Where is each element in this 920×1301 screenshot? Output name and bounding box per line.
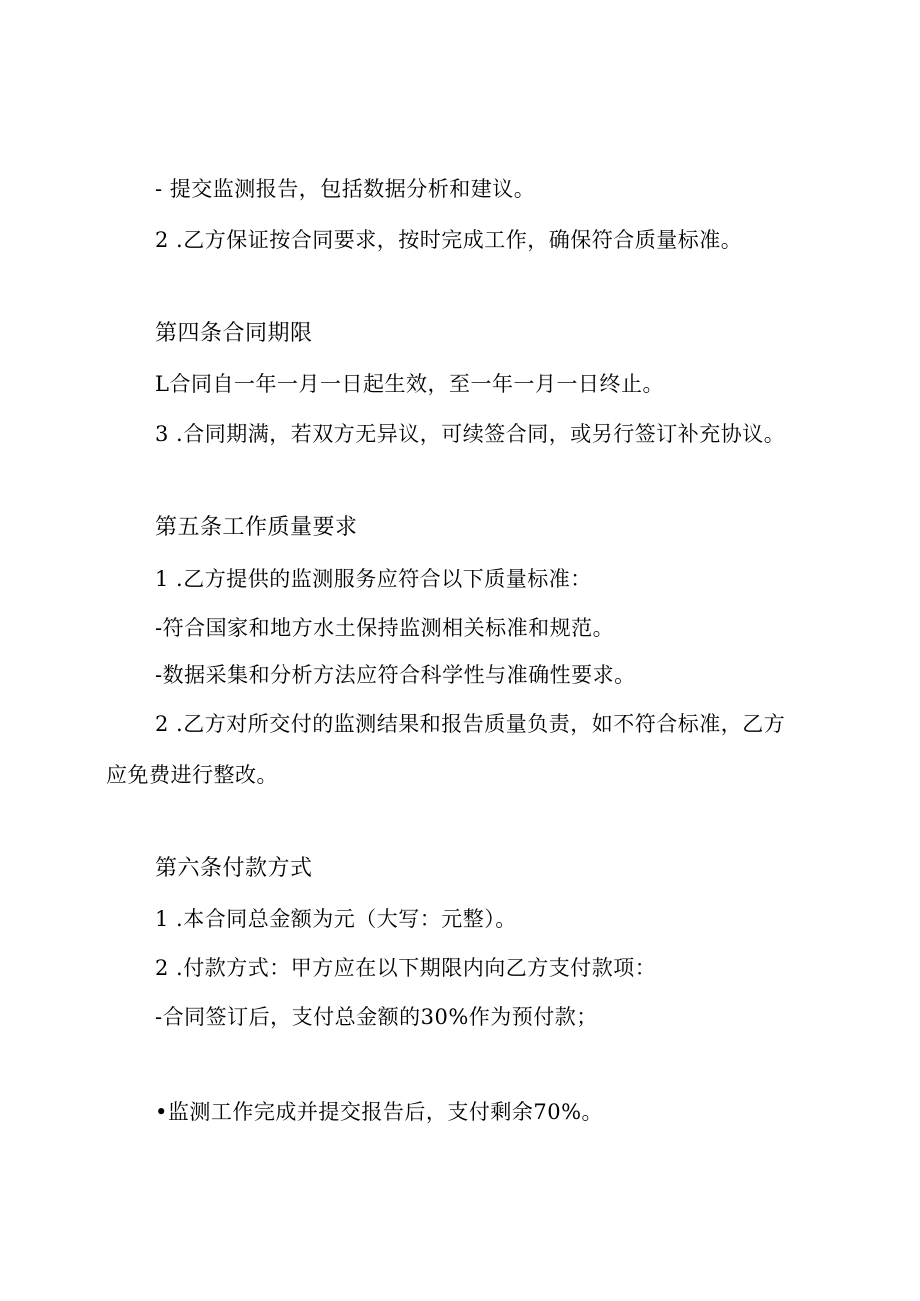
text-line-contract-renewal: 3 .合同期满，若双方无异议，可续签合同，或另行签订补充协议。 [155, 422, 786, 446]
text-line-contract-term: L合同自一年一月一日起生效，至一年一月一日终止。 [155, 372, 664, 396]
text-line-quality-standard: 1 .乙方提供的监测服务应符合以下质量标准： [155, 567, 592, 591]
section-heading-article-4: 第四条合同期限 [155, 321, 313, 346]
text-line-final-payment: •监测工作完成并提交报告后，支付剩余70%。 [155, 1100, 604, 1124]
section-heading-article-6: 第六条付款方式 [155, 856, 313, 881]
text-line-clause-2-guarantee: 2 .乙方保证按合同要求，按时完成工作，确保符合质量标准。 [155, 228, 743, 252]
text-line-submit-report: - 提交监测报告，包括数据分析和建议。 [155, 177, 536, 201]
text-line-national-standard: -符合国家和地方水土保持监测相关标准和规范。 [155, 616, 615, 640]
text-line-payment-method: 2 .付款方式：甲方应在以下期限内向乙方支付款项： [155, 956, 657, 980]
text-line-responsibility: 2 .乙方对所交付的监测结果和报告质量负责，如不符合标准，乙方 [155, 712, 786, 736]
text-line-total-amount: 1 .本合同总金额为元（大写：元整）。 [155, 907, 517, 931]
text-line-prepayment: -合同签订后，支付总金额的30%作为预付款； [155, 1005, 598, 1029]
section-heading-article-5: 第五条工作质量要求 [155, 515, 358, 540]
text-line-data-method: -数据采集和分析方法应符合科学性与准确性要求。 [155, 663, 636, 687]
text-line-responsibility-cont: 应免费进行整改。 [106, 763, 278, 787]
